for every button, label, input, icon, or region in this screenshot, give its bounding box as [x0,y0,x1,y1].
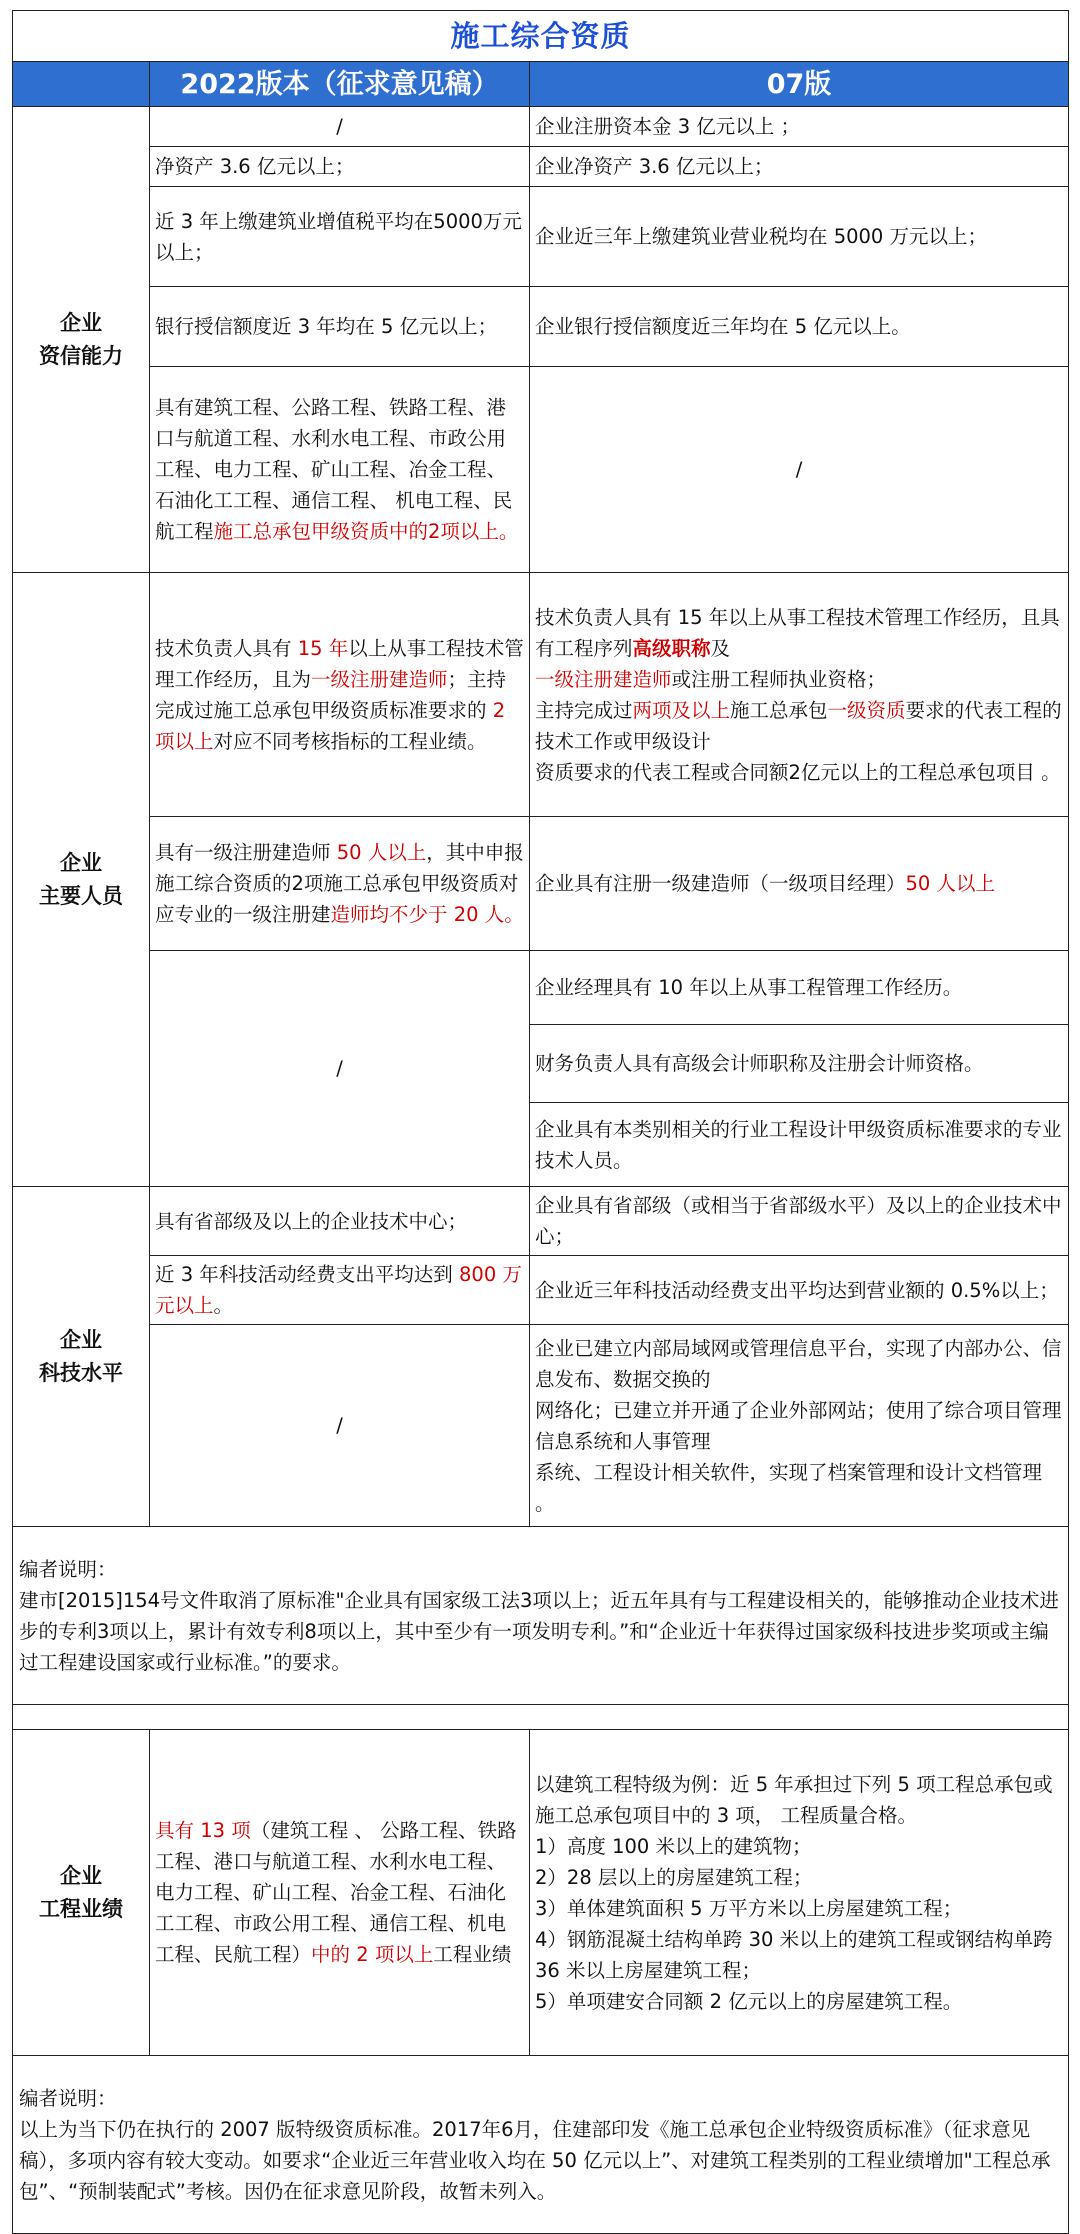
tech-r1-07: 企业具有省部级（或相当于省部级水平）及以上的企业技术中心； [530,1187,1069,1256]
performance-item: 4）钢筋混凝土结构单跨 30 米以上的建筑工程或钢结构单跨 36 米以上房屋建筑工程； [535,1927,1053,1982]
credit-r3-2022: 近 3 年上缴建筑业增值税平均在5000万元以上； [150,187,530,287]
qualification-comparison-table [12,10,1069,2234]
credit-r2-07: 企业净资产 3.6 亿元以上； [530,147,1069,187]
personnel-r2-2022: 具有一级注册建造师 50 人以上，其中申报施工综合资质的2项施工总承包甲级资质对应专业的一级注册建造师均不少于 20 人。 [150,817,530,951]
table-title: 施工综合资质 [13,11,1069,62]
credit-r4-07: 企业银行授信额度近三年均在 5 亿元以上。 [530,287,1069,367]
personnel-r4-07: 财务负责人具有高级会计师职称及注册会计师资格。 [530,1025,1069,1103]
personnel-r3-07: 企业经理具有 10 年以上从事工程管理工作经历。 [530,951,1069,1025]
tech-r3-07: 企业已建立内部局域网或管理信息平台，实现了内部办公、信息发布、数据交换的 网络化；已建立并开通了企业外部网站；使用了综合项目管理信息系统和人事管理 系统、工程设计相关软件，实现了档案管理和设计文档管理 。 [530,1325,1069,1527]
credit-r5-2022: 具有建筑工程、公路工程、铁路工程、港口与航道工程、水利水电工程、市政公用工程、电力工程、矿山工程、冶金工程、石油化工工程、通信工程、 机电工程、民航工程施工总承包甲级资质中的2项以上。 [150,367,530,573]
header-2022-version: 2022版本（征求意见稿） [150,62,530,107]
category-key-personnel: 企业 主要人员 [13,573,150,1187]
credit-r3-07: 企业近三年上缴建筑业营业税均在 5000 万元以上； [530,187,1069,287]
category-project-performance: 企业 工程业绩 [13,1730,150,2056]
performance-item: 1）高度 100 米以上的建筑物； [535,1834,812,1858]
tech-r2-07: 企业近三年科技活动经费支出平均达到营业额的 0.5%以上； [530,1256,1069,1325]
header-empty [13,62,150,107]
personnel-r5-07: 企业具有本类别相关的行业工程设计甲级资质标准要求的专业技术人员。 [530,1103,1069,1187]
qualification-table-page [12,10,1068,2234]
personnel-r1-07: 技术负责人具有 15 年以上从事工程技术管理工作经历，且具有工程序列高级职称及 一级注册建造师或注册工程师执业资格； 主持完成过两项及以上施工总承包一级资质要求的代表工程的技术工作或甲级设计 资质要求的代表工程或合同额2亿元以上的工程总承包项目 。 [530,573,1069,817]
personnel-r2-07: 企业具有注册一级建造师（一级项目经理）50 人以上 [530,817,1069,951]
credit-r4-2022: 银行授信额度近 3 年均在 5 亿元以上； [150,287,530,367]
personnel-r1-2022: 技术负责人具有 15 年以上从事工程技术管理工作经历，且为一级注册建造师；主持完成过施工总承包甲级资质标准要求的 2 项以上对应不同考核指标的工程业绩。 [150,573,530,817]
editor-note-2: 编者说明： 以上为当下仍在执行的 2007 版特级资质标准。2017年6月，住建部印发《施工总承包企业特级资质标准》（征求意见稿），多项内容有较大变动。如要求“企业近三年营业收入均在 50 亿元以上”、对建筑工程类别的工程业绩增加"工程总承包”、“预制装配式”考核。因仍在征求意见阶段，故暂未列入。 [13,2056,1069,2234]
performance-item: 3）单体建筑面积 5 万平方米以上房屋建筑工程； [535,1896,963,1920]
credit-r1-2022: / [150,107,530,147]
credit-r1-07: 企业注册资本金 3 亿元以上 ； [530,107,1069,147]
tech-r2-2022: 近 3 年科技活动经费支出平均达到 800 万元以上。 [150,1256,530,1325]
tech-r3-2022: / [150,1325,530,1527]
spacer-row [13,1705,1069,1730]
category-tech-level: 企业 科技水平 [13,1187,150,1527]
personnel-r3-2022: / [150,951,530,1187]
credit-r2-2022: 净资产 3.6 亿元以上； [150,147,530,187]
performance-item: 2）28 层以上的房屋建筑工程； [535,1865,813,1889]
credit-r5-07: / [530,367,1069,573]
header-07-version: 07版 [530,62,1069,107]
performance-item: 5）单项建安合同额 2 亿元以上的房屋建筑工程。 [535,1989,963,2013]
performance-07: 以建筑工程特级为例：近 5 年承担过下列 5 项工程总承包或施工总承包项目中的 3 项， 工程质量合格。 1）高度 100 米以上的建筑物； 2）28 层以上的房屋建筑工程； 3）单体建筑面积 5 万平方米以上房屋建筑工程； 4）钢筋混凝土结构单跨 30 米以上的建筑工程或钢结构单跨 36 米以上房屋建筑工程； 5）单项建安合同额 2 亿元以上的房屋建筑工程。 [530,1730,1069,2056]
performance-2022: 具有 13 项（建筑工程 、 公路工程、铁路工程、港口与航道工程、水利水电工程、电力工程、矿山工程、冶金工程、石油化工工程、市政公用工程、通信工程、机电工程、民航工程）中的 2 项以上工程业绩 [150,1730,530,2056]
editor-note-1: 编者说明： 建市[2015]154号文件取消了原标准"企业具有国家级工法3项以上；近五年具有与工程建设相关的，能够推动企业技术进步的专利3项以上，累计有效专利8项以上，其中至少有一项发明专利。”和“企业近十年获得过国家级科技进步奖项或主编过工程建设国家或行业标准。”的要求。 [13,1527,1069,1705]
category-credit-capacity: 企业 资信能力 [13,107,150,573]
tech-r1-2022: 具有省部级及以上的企业技术中心； [150,1187,530,1256]
